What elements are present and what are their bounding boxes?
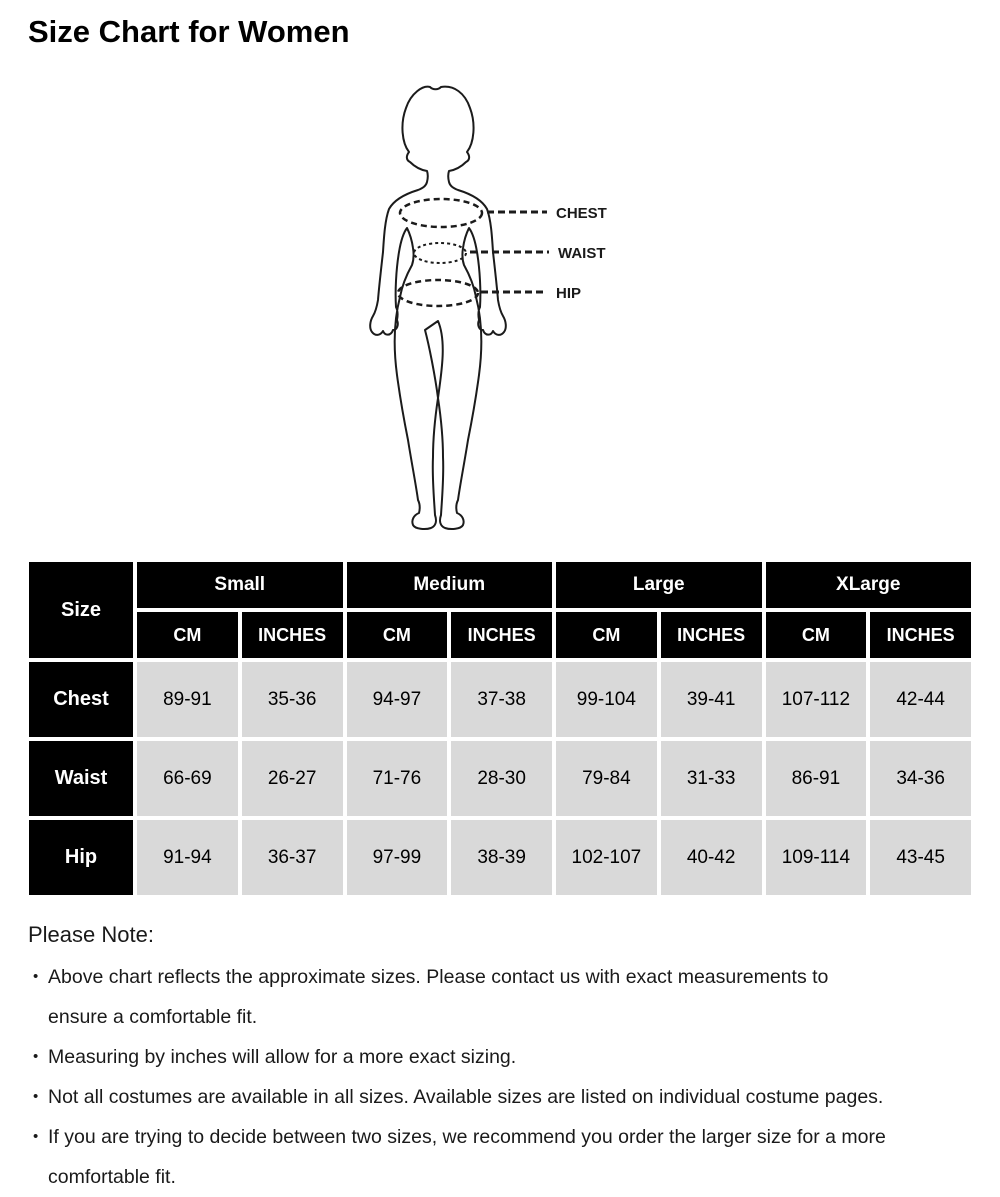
table-cell: 91-94 [137,820,238,895]
table-cell: 94-97 [347,662,448,737]
group-header-small: Small [137,562,343,608]
unit-header-inches: INCHES [870,612,971,658]
hip-label: HIP [556,285,582,302]
table-cell: 36-37 [242,820,343,895]
note-text [48,957,963,1037]
note-text [48,1077,963,1117]
row-label-waist: Waist [29,741,133,816]
group-header-medium: Medium [347,562,553,608]
unit-header-inches: INCHES [242,612,343,658]
note-text [48,1117,963,1197]
note-line: Above chart reflects the approximate sizes. Please contact us with exact measurements to [48,966,829,988]
row-label-hip: Hip [29,820,133,895]
table-cell: 39-41 [661,662,762,737]
size-table [25,558,975,899]
group-header-large: Large [556,562,762,608]
table-cell: 38-39 [451,820,552,895]
table-cell: 109-114 [766,820,867,895]
unit-header-inches: INCHES [451,612,552,658]
table-cell: 89-91 [137,662,238,737]
woman-body-outline [370,87,506,529]
bullet-icon: • [33,1048,39,1065]
table-cell: 79-84 [556,741,657,816]
bullet-icon: • [33,1088,39,1105]
waist-label: WAIST [558,245,606,262]
notes-heading: Please Note: [28,922,154,947]
table-cell: 28-30 [451,741,552,816]
size-group-header-row [29,562,971,608]
table-cell: 31-33 [661,741,762,816]
table-cell: 35-36 [242,662,343,737]
table-row-chest [29,662,971,737]
note-line: If you are trying to decide between two sizes, we recommend you order the larger size for a more [48,1126,886,1148]
table-cell: 71-76 [347,741,448,816]
table-cell: 107-112 [766,662,867,737]
size-table-container [25,558,975,899]
unit-header-inches: INCHES [661,612,762,658]
unit-header-cm: CM [556,612,657,658]
unit-header-cm: CM [347,612,448,658]
group-header-xlarge: XLarge [766,562,972,608]
bullet-icon: • [33,1128,39,1145]
list-item [28,1037,963,1077]
table-cell: 37-38 [451,662,552,737]
size-corner-header: Size [29,562,133,658]
table-cell: 26-27 [242,741,343,816]
table-cell: 86-91 [766,741,867,816]
list-item [28,1077,963,1117]
bullet-icon: • [33,968,39,985]
notes-section [28,920,963,1197]
measurement-figure-diagram [0,0,1000,556]
table-cell: 99-104 [556,662,657,737]
table-row-hip [29,820,971,895]
list-item [28,1117,963,1197]
chest-label: CHEST [556,205,607,222]
row-label-chest: Chest [29,662,133,737]
table-cell: 102-107 [556,820,657,895]
note-line: Measuring by inches will allow for a more exact sizing. [48,1046,517,1068]
list-item [28,957,963,1037]
note-line: comfortable fit. [48,1166,176,1188]
unit-header-cm: CM [766,612,867,658]
table-cell: 43-45 [870,820,971,895]
table-cell: 34-36 [870,741,971,816]
note-line: Not all costumes are available in all sizes. Available sizes are listed on individual costume pages. [48,1086,884,1108]
table-cell: 66-69 [137,741,238,816]
table-cell: 97-99 [347,820,448,895]
page-title: Size Chart for Women [28,14,350,49]
unit-header-row [29,612,971,658]
note-line: ensure a comfortable fit. [48,1006,258,1028]
table-cell: 42-44 [870,662,971,737]
unit-header-cm: CM [137,612,238,658]
table-row-waist [29,741,971,816]
note-text [48,1037,963,1077]
table-cell: 40-42 [661,820,762,895]
